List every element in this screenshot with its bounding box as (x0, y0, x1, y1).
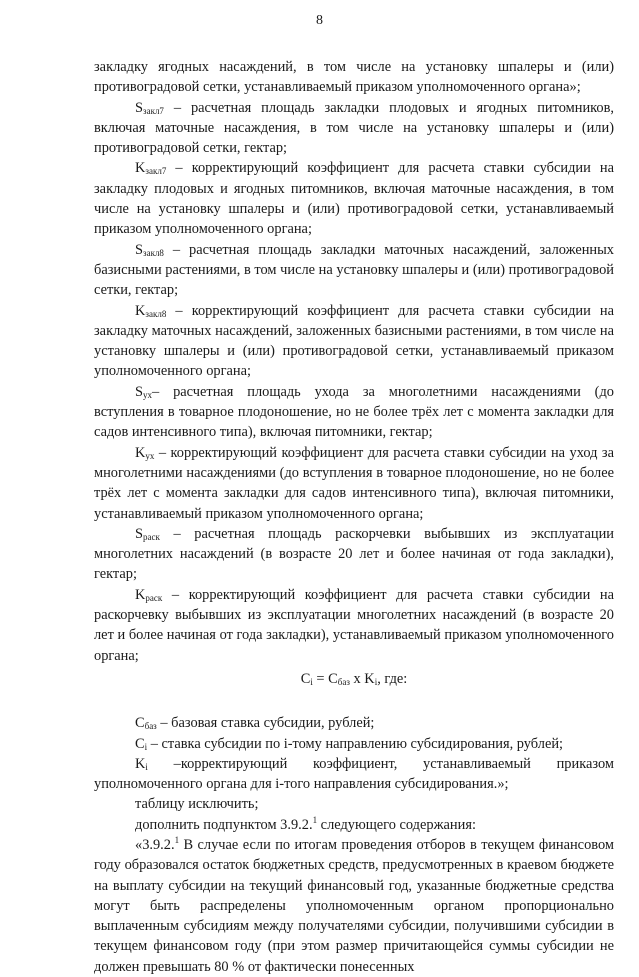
symbol-subscript: раск (145, 592, 163, 603)
formula-c: C (300, 670, 311, 687)
definition-text: – расчетная площадь закладки маточных насаждений, заложенных базисными растениями, в том числе на установку шпалеры и (или) противоградовой сетки, гектар; (94, 241, 614, 299)
definition-k-rask (94, 585, 614, 666)
symbol: S (135, 525, 144, 542)
symbol-subscript: раск (143, 531, 160, 542)
amendment-add-subclause (94, 815, 614, 835)
definition-text: – расчетная площадь ухода за многолетними насаждениями (до вступления в товарное плодоношение, но не более трёх лет с момента закладки для садов интенсивного типа), включая питомники, гектар; (94, 383, 614, 441)
symbol-subscript: баз (144, 721, 157, 732)
formula-tail: , где: (377, 670, 408, 687)
symbol: K (135, 160, 146, 177)
symbol-subscript: ух (143, 389, 153, 400)
symbol: S (135, 383, 144, 400)
symbol: C (135, 735, 145, 752)
definition-text: – расчетная площадь закладки плодовых и ягодных питомников, включая маточные насаждения, в том числе на установку шпалеры и (или) противоградовой сетки, гектар; (94, 99, 614, 157)
symbol: K (135, 444, 146, 461)
definition-k-zakl7 (94, 158, 614, 239)
formula-k-subscript: i (374, 676, 378, 687)
definition-s-rask (94, 524, 614, 585)
definition-text: – расчетная площадь раскорчевки выбывших из эксплуатации многолетних насаждений (в возрасте 20 лет и более начиная от года закладки), гектар; (94, 525, 614, 583)
amendment-text-tail: следующего содержания: (317, 816, 476, 833)
amendment-text: дополнить подпунктом 3.9.2. (135, 816, 313, 833)
formula-multiply: х K (349, 670, 375, 687)
symbol: С (135, 715, 145, 732)
amendment-remove-table: таблицу исключить; (135, 796, 259, 813)
definition-text: – корректирующий коэффициент для расчета ставки субсидии на уход за многолетними насаждениями (до вступления в товарное плодоношение, но не более трёх лет с момента закладки для садов интенсивного типа), включая питомники, устанавливаемый приказом уполномоченного органа; (94, 444, 614, 522)
definition-s-ux (94, 382, 614, 443)
symbol: S (135, 99, 144, 116)
definition-k-zakl8 (94, 301, 614, 382)
superscript: 1 (174, 834, 180, 845)
paragraph-continuation: закладку ягодных насаждений, в том числе на установку шпалеры и (или) противоградовой сетки, устанавливаемый приказом уполномоченного органа»; (94, 59, 614, 96)
document-body (94, 57, 614, 977)
subclause-number: «3.9.2. (135, 836, 175, 853)
symbol: S (135, 241, 144, 258)
definition-text: – корректирующий коэффициент для расчета ставки субсидии на раскорчевку выбывших из эксплуатации многолетних насаждений (в возрасте 20 лет и более начиная от года закладки), устанавливаемый приказом уполномоченного органа; (94, 586, 614, 664)
symbol-subscript: ух (145, 450, 155, 461)
formula-baz-subscript: баз (337, 676, 350, 687)
definition-s-zakl8 (94, 240, 614, 301)
formula (94, 669, 614, 689)
symbol-subscript: i (144, 741, 148, 752)
symbol-subscript: закл8 (143, 247, 164, 258)
definition-text: – корректирующий коэффициент для расчета ставки субсидии на закладку маточных насаждений, заложенных базисными растениями, в том числе на установку шпалеры и (или) противоградовой сетки, устанавливаемый приказом уполномоченного органа; (94, 302, 614, 380)
definition-c-baz (94, 713, 614, 733)
formula-equals: = С (312, 670, 338, 687)
symbol-subscript: i (145, 761, 148, 772)
definition-text: –корректирующий коэффициент, устанавливаемый приказом уполномоченного органа для i-того направления субсидирования.»; (94, 755, 614, 793)
definition-s-zakl7 (94, 98, 614, 159)
definition-text: – корректирующий коэффициент для расчета ставки субсидии на закладку плодовых и ягодных питомников, включая маточные насаждения, в том числе на установку шпалеры и (или) противоградовой сетки, устанавливаемый приказом уполномоченного органа; (94, 160, 614, 238)
page-number: 8 (316, 13, 323, 28)
symbol-subscript: закл8 (145, 308, 167, 319)
definition-k-ux (94, 443, 614, 524)
symbol: K (135, 302, 146, 319)
symbol-subscript: закл7 (145, 166, 167, 177)
formula-c-subscript: i (310, 676, 313, 687)
subclause-text: В случае если по итогам проведения отборов в текущем финансовом году образовался остаток бюджетных средств, предусмотренных в краевом бюджете на выплату субсидии на текущий финансовый год, указанные бюджетные средства могут быть распределены уполномоченным органом пропорционально выплаченным субсидиям между получателями субсидии, получившими субсидии в текущем финансовом году (при этом размер причитающейся суммы субсидии не должен превышать 80 % от фактически понесенных (94, 836, 614, 975)
superscript: 1 (312, 814, 318, 825)
symbol: K (135, 755, 146, 772)
subclause-3-9-2-1 (94, 835, 614, 977)
definition-text: – базовая ставка субсидии, рублей; (156, 715, 375, 732)
definition-c-i (94, 734, 614, 754)
definition-k-i (94, 754, 614, 795)
symbol-subscript: закл7 (143, 105, 164, 116)
symbol: K (135, 586, 146, 603)
definition-text: – ставка субсидии по i-тому направлению субсидирования, рублей; (147, 735, 564, 752)
